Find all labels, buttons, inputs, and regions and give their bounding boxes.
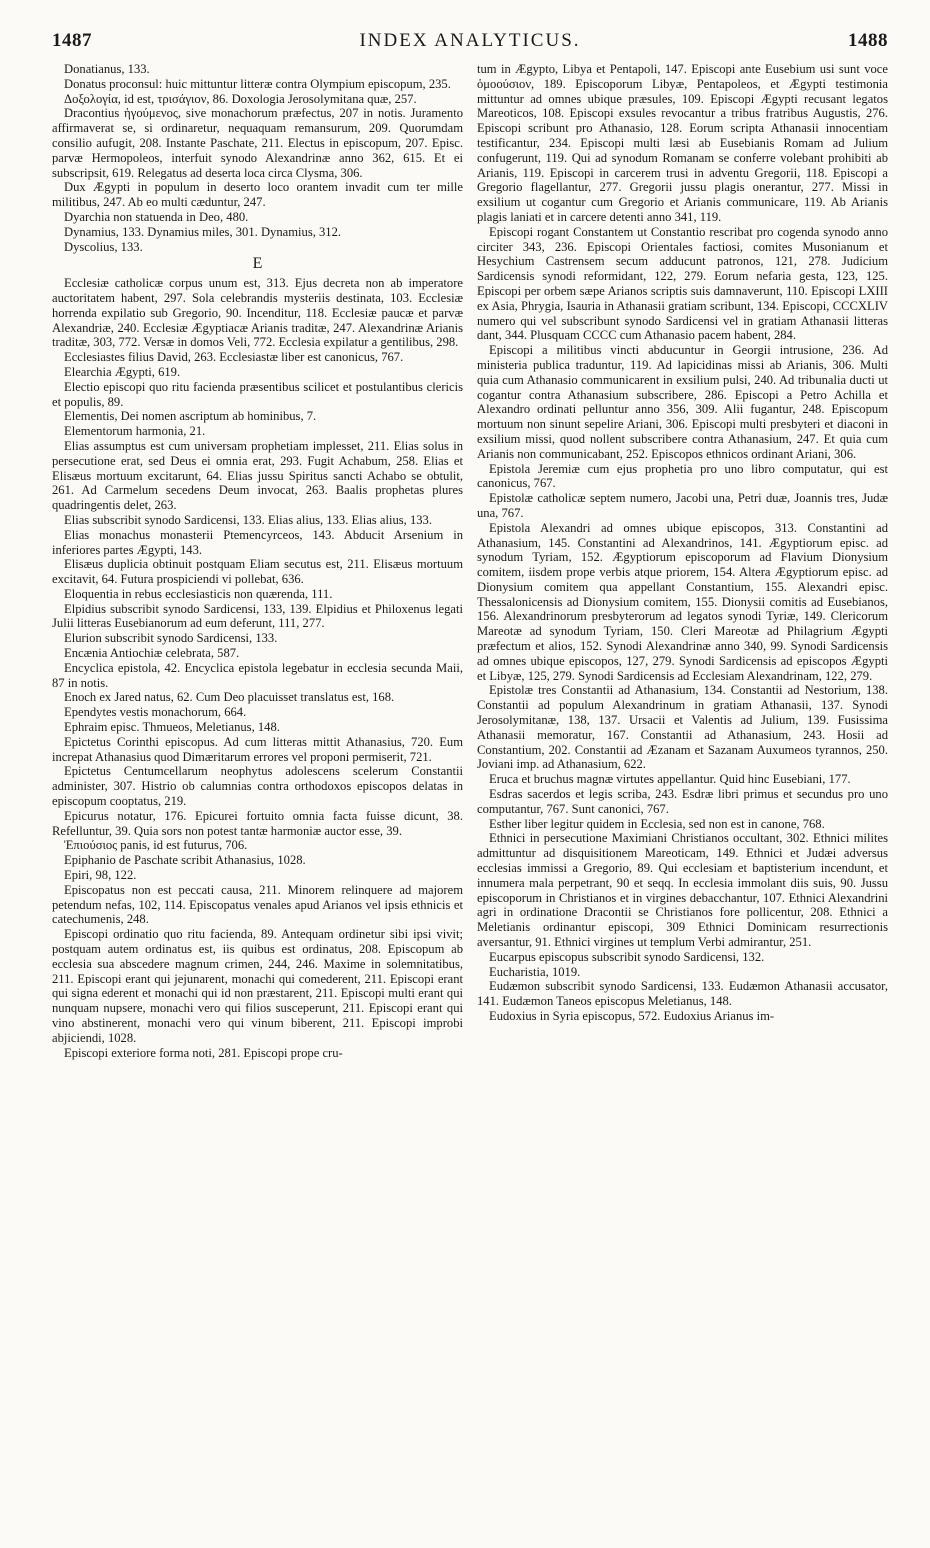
index-entry: Esther liber legitur quidem in Ecclesia, sed non est in canone, 768. [489,816,825,831]
index-entry: Encyclica epistola, 42. Encyclica epistola legebatur in ecclesia secunda Maii, 87 in notis. [52,660,463,690]
index-entry: Dux Ægypti in populum in deserto loco orantem invadit cum ter mille militibus, 247. Ab eo multi cæduntur, 247. [52,180,463,210]
index-entry: Eucharistia, 1019. [489,964,581,979]
index-entry: Epicurus notatur, 176. Epicurei fortuito omnia facta fuisse dicunt, 38. Refelluntur, 39. Quia sors non potest tantæ harmoniæ auctor esse, 39. [52,808,463,838]
index-entry: Ecclesiastes filius David, 263. Ecclesiastæ liber est canonicus, 767. [64,350,404,365]
index-entry: Dracontius ἡγούμενος, sive monachorum præfectus, 207 in notis. Juramento affirmaverat se, si ordinaretur, nequaquam remansurum, 209. Quorumdam consilio aufugit, 208. Instante Paschate, 211. Electus in episcopum, 207. Episc. parvæ Hermopoleos, interfuit synodo Alexandrinæ anno 362, 615. Et ei subscripsit, 619. Relegatus ad deserta loca circa Clysma, 306. [52,106,463,180]
index-entry: Episcopi rogant Constantem ut Constantio rescribat pro cogenda synodo anno circiter 343, 236. Episcopi Orientales factiosi, comites Musonianum et Hesychium Castrensem secum adducunt patronos, 121, 278. Judicium Sardicensis synodi reformidant, 122, 279. Eorum nefaria gesta, 123, 125. Episcopi per orbem sæpe Arianos scriptis suis damnaverunt, 110. Episcopi LXIII ex Asia, Phrygia, Isauria in Athanasii gratiam scribunt, 134. Episcopi, CCCXLIV numero qui vel subscribunt synodo Sardicensi vel in gratiam Athanasii litteras dant, 344. Plusquam CCCC cum Athanasio pacem habent, 284. [477,224,888,343]
index-entry: Ephraim episc. Thmueos, Meletianus, 148. [64,720,280,735]
index-entry: Esdras sacerdos et legis scriba, 243. Esdræ libri primus et secundus pro uno computantur, 767. Sunt canonici, 767. [477,787,888,816]
index-entry: Elisæus duplicia obtinuit postquam Eliam secutus est, 211. Elisæus mortuum excitavit, 64. Futura prospiciendi vi pollebat, 636. [52,557,463,587]
index-entry: Eudoxius in Syria episcopus, 572. Eudoxius Arianus im- [489,1009,775,1023]
index-entry: Eruca et bruchus magnæ virtutes appellantur. Quid hinc Eusebiani, 177. [489,772,851,787]
index-entry: Ἐπιούσιος panis, id est futurus, 706. [64,838,248,853]
index-entry: Epistola Alexandri ad omnes ubique episcopos, 313. Constantini ad Athanasium, 145. Constantini ad Alexandrinos, 141. Ægyptiorum episc. ad synodum Tyriam, 152. Ægyptiorum episcoporum ad Flavium Dionysium comitem, iisdem prope verbis atque priorem, 154. Altera Ægyptiorum episc. ad Dionysium comitem qua appellant Constantium, 155. Alexandri episc. Thessalonicensis ad Dionysium comitem, 155. Dionysii comitis ad Eusebianos, 156. Alexandrinorum presbyterorum ad legatos synodi Tyriæ, 149. Clericorum Mareotæ ad synodum Tyriam, 150. Cleri Mareotæ ad Philagrium Ægypti præfectum et alios, 152. Synodi Alexandrinæ anno 340, 99. Synodi Sardicensis ad omnes ubique episcopos, 127, 279. Synodi Sardicensis ad episcopos Ægypti et Libyæ, 125, 279. Synodi Sardicensis ad Ecclesiam Alexandrinam, 122, 279. [477,520,888,683]
index-entry: Epictetus Centumcellarum neophytus adolescens scelerum Constantii administer, 307. Histrio ob calumnias contra orthodoxos episcopos delatas in episcopum cooptatus, 219. [52,764,463,809]
index-entry: Encænia Antiochiæ celebrata, 587. [64,646,240,661]
index-entry: Elias monachus monasterii Ptemencyrceos, 143. Abducit Arsenium in inferiores partes Ægypti, 143. [52,527,463,557]
page-number-right: 1488 [848,30,888,51]
index-entry: Episcopi a militibus vincti abducuntur in Georgii intrusione, 236. Ad ministeria publica traduntur, 119. Ad lapicidinas missi ab Arianis, 306. Multi quia cum Athanasio communicarent in exsilium pulsi, 240. Ad tribunalia ducti ut cogantur contra Athanasium subscribere, 286. Episcopi a Petro Achilla et Alexandro ordinati pelluntur anno 356, 309. Alii fugantur, 248. Episcopum mortuum non sinunt sepelire Ariani, 306. Episcopi multi presbyteri et diaconi in exsilium missi, quod nollent subscribere contra Athanasium, 247. Et quia cum Arianis non communicabant, 252. Episcopos ethnicos ordinant Ariani, 306. [477,343,888,461]
index-entry: Episcopatus non est peccati causa, 211. Minorem relinquere ad majorem petendum nefas, 102, 114. Episcopatus venales apud Arianos vel ipsis ethnicis et catechumenis, 248. [52,882,463,927]
index-entry: Epictetus Corinthi episcopus. Ad cum litteras mittit Athanasius, 720. Eum increpat Athanasius quod Dimæritarum errores vel proponi permiserit, 721. [52,734,463,764]
index-entry: Δοξολογία, id est, τρισάγιον, 86. Doxologia Jerosolymitana quæ, 257. [64,91,417,106]
index-entry: Episcopi exteriore forma noti, 281. Episcopi prope cru- [64,1045,343,1060]
index-entry: Epistola Jeremiæ cum ejus prophetia pro uno libro computatur, qui est canonicus, 767. [477,461,888,491]
left-column [52,62,463,1060]
index-entry: Eudæmon subscribit synodo Sardicensi, 133. Eudæmon Athanasii accusator, 141. Eudæmon Taneos episcopus Meletianus, 148. [477,979,888,1009]
index-entry: Elementorum harmonia, 21. [64,424,206,439]
index-entry: Elearchia Ægypti, 619. [64,364,181,379]
index-entry: Elurion subscribit synodo Sardicensi, 133. [64,631,278,646]
index-entry: Eucarpus episcopus subscribit synodo Sardicensi, 132. [489,949,765,964]
running-title: INDEX ANALYTICUS. [359,30,581,51]
index-entry: Epiphanio de Paschate scribit Athanasius, 1028. [64,853,306,868]
page-number-left: 1487 [52,30,92,51]
index-entry: Enoch ex Jared natus, 62. Cum Deo placuisset translatus est, 168. [64,690,395,705]
index-columns [52,62,888,1060]
index-entry: Elpidius subscribit synodo Sardicensi, 133, 139. Elpidius et Philoxenus legati Julii litteras Eusebianorum ad eum deferunt, 111, 277. [52,601,463,631]
index-entry: Ethnici in persecutione Maximiani Christianos occultant, 302. Ethnici milites admittuntur ad disquisitionem Mareoticam, 149. Ethnici et Judæi adversus ecclesias immissi a Gregorio, 89. Qui ecclesiam et baptisterium incendunt, et innumera mala perpetrant, 90 et seqq. In ecclesia immolant diis suis, 90. Jussu episcoporum in Christianos et in virgines debacchantur, 107. Ethnici Alexandrini agri in ordinatione Dracontii se Christianos fore pollicentur, 208. Ethnici a Meletianis ordinantur episcopi, 309 Ethnici Dominicam resurrectionis aversantur, 91. Ethnici virgines ut templum Verbi admirantur, 251. [477,831,888,950]
index-entry: Electio episcopi quo ritu facienda præsentibus scilicet et postulantibus clericis et populis, 89. [52,379,463,409]
index-entry: Elias subscribit synodo Sardicensi, 133. Elias alius, 133. Elias alius, 133. [64,512,432,527]
index-entry: Epiri, 98, 122. [64,868,137,883]
index-entry: Donatus proconsul: huic mittuntur litteræ contra Olympium episcopum, 235. [64,76,451,91]
index-entry: Epistolæ tres Constantii ad Athanasium, 134. Constantii ad Nestorium, 138. Constantii ad populum Alexandrinum in gratiam Athanasii, 137. Synodi Jerosolymitanæ, 138, 137. Ursacii et Valentis ad Julium, 139. Fusissima Athanasii memoratur, 167. Constantii ad Athanasium, 243. Hosii ad Constantium, 202. Constantii ad Æzanam et Sazanam Auxumeos tyrannos, 250. Joviani imp. ad Athanasium, 622. [477,683,888,772]
page-header [52,30,888,58]
index-entry: Epistolæ catholicæ septem numero, Jacobi una, Petri duæ, Joannis tres, Judæ una, 767. [477,491,888,520]
index-entry: tum in Ægypto, Libya et Pentapoli, 147. Episcopi ante Eusebium usi sunt voce ὁμοούσιον, 189. Episcoporum Libyæ, Pentapoleos, et Ægypti testimonia mittuntur ad omnes ubique præsules, 109. Episcopi Ægypti recusant legatos Mareoticos, 108. Episcopi exsules revocantur a tribus fratribus Augustis, 276. Episcopi scribunt pro Athanasio, 128. Eorum scripta Athanasii innocentiam testificantur, 234. Episcopi multi læsi ab Eusebianis Romam ad Julium confugerunt, 119. Qui ad synodum Romanam se conferre volebant prohibiti ab Arianis, 119. Episcopi in carcerem trusi in adventu Gregorii, 118. Episcopi a Gregorio flagellantur, 277. Gregorii jussu plagis onerantur, 277. Missi in exsilium ut cogantur cum Gregorio et Arianis communicare, 119. Ab Arianis plagis laniati et in carcere detenti anno 341, 119. [477,62,888,224]
index-entry: Eloquentia in rebus ecclesiasticis non quærenda, 111. [64,586,333,601]
index-entry: Ecclesiæ catholicæ corpus unum est, 313. Ejus decreta non ab imperatore auctoritatem habent, 297. Sola celebrandis mysteriis destinata, 103. Ecclesiæ horrenda expilatio sub Gregorio, 90. Incenditur, 118. Ecclesiæ paucæ et parvæ Alexandriæ, 240. Ecclesiæ Ægyptiacæ Arianis traditæ, 247. Alexandrinæ Arianis traditæ, 303, 772. Versæ in domos Veli, 772. Ecclesia expilatur a gentilibus, 298. [52,276,463,350]
index-entry: Dynamius, 133. Dynamius miles, 301. Dynamius, 312. [64,224,342,239]
section-letter: E [252,255,263,273]
index-entry: Donatianus, 133. [64,62,150,76]
index-entry: Elias assumptus est cum universam prophetiam implesset, 211. Elias solus in persecutione erat, sed Deus ei omnia erat, 293. Fugit Achabum, 258. Elias et Elisæus mortuum excitarunt, 64. Elias jussu Spiritus sancti Achabo se obtulit, 261. Ad Carmelum secedens Deum invocat, 263. Baalis prophetas plures quadringentis delet, 263. [52,438,463,513]
right-column [477,62,888,1060]
index-entry: Episcopi ordinatio quo ritu facienda, 89. Antequam ordinetur sibi ipsi vivit; postquam autem ordinatus est, iis quibus est ordinatus, 208. Episcopum ab ecclesia sua abscedere magnum crimen, 244, 246. Maxime in solemnitatibus, 211. Episcopi erant qui jejunarent, monachi qui comederent, 211. Episcopi erant qui signa ederent et monachi qui id non præstarent, 211. Episcopi multi erant qui nunquam nupsere, monachi vero qui filios susceperunt, 211. Episcopi erant qui vino abstinerent, monachi vero qui vinum biberent, 211. Episcopi improbi abjiciendi, 1028. [52,927,463,1045]
index-entry: Dyarchia non statuenda in Deo, 480. [64,209,249,224]
index-entry: Elementis, Dei nomen ascriptum ab hominibus, 7. [64,409,317,424]
index-entry: Ependytes vestis monachorum, 664. [64,705,247,720]
index-entry: Dyscolius, 133. [64,239,143,254]
